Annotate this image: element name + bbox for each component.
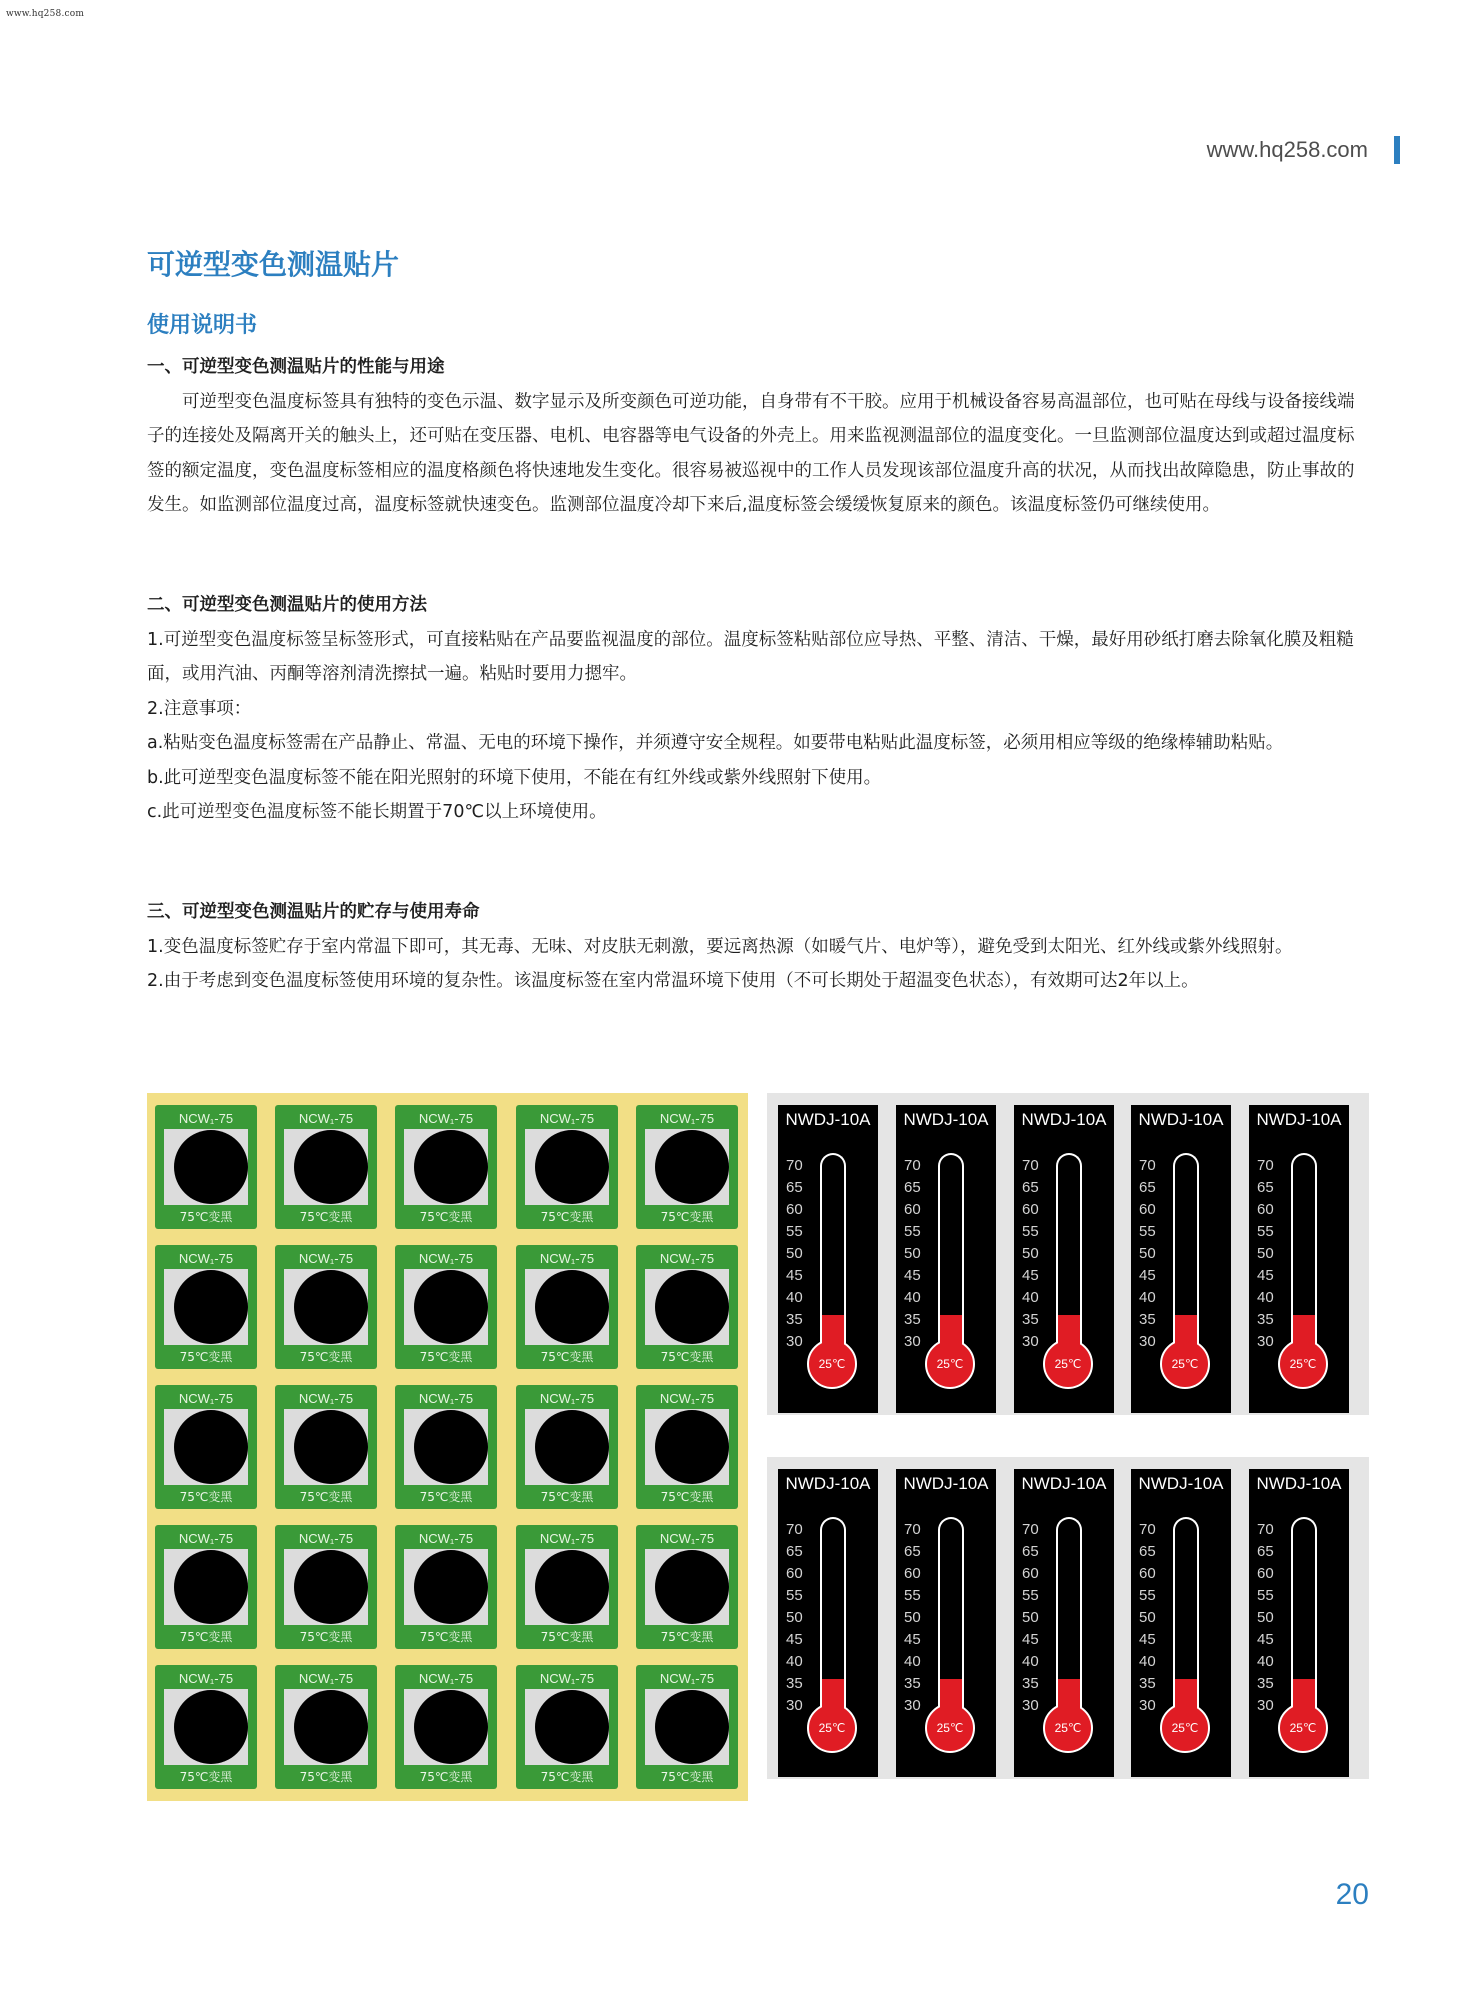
green-temperature-label [636,1245,738,1369]
scale-tick-label: 55 [904,1587,921,1604]
scale-tick-label: 35 [1139,1675,1156,1692]
scale-tick-label: 70 [786,1521,803,1538]
label-code: NCW₁-75 [659,1111,715,1126]
label-caption: 75℃变黑 [540,1630,594,1644]
label-caption: 75℃变黑 [660,1490,714,1504]
indicator-window [284,1129,368,1205]
green-temperature-label [395,1105,497,1229]
thermometer-tube [1291,1517,1317,1717]
scale-tick-label: 70 [1257,1157,1274,1174]
scale-tick-label: 60 [1022,1201,1039,1218]
scale-tick-label: 70 [786,1157,803,1174]
scale-tick-label: 45 [1139,1631,1156,1648]
label-code: NWDJ-10A [785,1110,871,1129]
indicator-window [645,1269,729,1345]
scale-tick-label: 65 [904,1179,921,1196]
black-indicator-dot [655,1410,729,1484]
thermometer-label [1014,1105,1114,1413]
label-code: NCW₁-75 [178,1251,234,1266]
black-indicator-dot [294,1270,368,1344]
indicator-window [404,1269,488,1345]
accent-bar [1394,136,1400,164]
indicator-window [284,1689,368,1765]
black-indicator-dot [294,1410,368,1484]
label-caption: 75℃变黑 [419,1770,473,1784]
bulb-neck [1293,1699,1315,1713]
label-code: NCW₁-75 [418,1531,474,1546]
scale-tick-label: 45 [1139,1267,1156,1284]
bulb-temperature-text: 25℃ [818,1357,846,1371]
label-code: NCW₁-75 [418,1251,474,1266]
scale-tick-label: 50 [904,1245,921,1262]
section-usage [147,588,1369,830]
scale-tick-label: 40 [786,1289,803,1306]
indicator-window [164,1409,248,1485]
label-code: NCW₁-75 [178,1531,234,1546]
thermometer-label [1249,1469,1349,1777]
green-temperature-label [395,1385,497,1509]
scale-tick-label: 55 [1022,1587,1039,1604]
section-heading: 三、可逆型变色测温贴片的贮存与使用寿命 [147,902,480,922]
label-caption: 75℃变黑 [179,1350,233,1364]
corner-url: www.hq258.com [6,9,85,19]
scale-tick-label: 50 [1022,1245,1039,1262]
green-temperature-label [636,1665,738,1789]
scale-tick-label: 70 [1139,1521,1156,1538]
green-temperature-label [275,1105,377,1229]
thermometer-label [1014,1469,1114,1777]
scale-tick-label: 45 [1022,1267,1039,1284]
scale-tick-label: 45 [786,1631,803,1648]
black-indicator-dot [535,1270,609,1344]
bulb-neck [940,1335,962,1349]
scale-tick-label: 65 [1257,1179,1274,1196]
green-temperature-label [155,1665,257,1789]
section-paragraph: c.此可逆型变色温度标签不能长期置于70℃以上环境使用。 [147,802,607,822]
scale-tick-label: 45 [1257,1267,1274,1284]
temperature-scale [1022,1155,1039,1353]
scale-tick-label: 50 [1257,1609,1274,1626]
label-code: NWDJ-10A [903,1110,989,1129]
bulb-neck [1175,1335,1197,1349]
section-paragraph: b.此可逆型变色温度标签不能在阳光照射的环境下使用，不能在有红外线或紫外线照射下使用。 [147,767,882,788]
black-indicator-dot [174,1550,248,1624]
green-temperature-label [636,1525,738,1649]
thermometer-label [896,1105,996,1413]
label-caption: 75℃变黑 [540,1210,594,1224]
label-caption: 75℃变黑 [660,1630,714,1644]
thermometer-tube [1173,1153,1199,1353]
scale-tick-label: 65 [1139,1543,1156,1560]
indicator-window [645,1549,729,1625]
scale-tick-label: 50 [904,1609,921,1626]
black-indicator-dot [655,1550,729,1624]
scale-tick-label: 55 [1139,1223,1156,1240]
scale-tick-label: 40 [1139,1653,1156,1670]
bulb-neck [1058,1699,1080,1713]
indicator-window [284,1269,368,1345]
scale-tick-label: 60 [1139,1565,1156,1582]
scale-tick-label: 70 [904,1157,921,1174]
green-temperature-label [516,1245,618,1369]
label-caption: 75℃变黑 [299,1630,353,1644]
label-code: NCW₁-75 [659,1251,715,1266]
bulb-temperature-text: 25℃ [1289,1357,1317,1371]
black-indicator-dot [414,1130,488,1204]
black-indicator-dot [174,1130,248,1204]
page-subtitle: 使用说明书 [147,313,258,338]
temperature-scale [1257,1519,1274,1717]
green-temperature-label [636,1105,738,1229]
scale-tick-label: 30 [1139,1697,1156,1714]
scale-tick-label: 30 [904,1333,921,1350]
green-temperature-label [275,1665,377,1789]
thermometer-label [778,1469,878,1777]
scale-tick-label: 45 [786,1267,803,1284]
thermometer-tube [938,1517,964,1717]
section-paragraph: 1.变色温度标签贮存于室内常温下即可，其无毒、无味、对皮肤无刺激，要远离热源（如暖气片、电炉等），避免受到太阳光、红外线或紫外线照射。 [147,936,1293,957]
scale-tick-label: 70 [1257,1521,1274,1538]
scale-tick-label: 30 [1257,1697,1274,1714]
scale-tick-label: 70 [904,1521,921,1538]
temperature-scale [1022,1519,1039,1717]
scale-tick-label: 30 [1139,1333,1156,1350]
black-indicator-dot [535,1550,609,1624]
scale-tick-label: 50 [1139,1245,1156,1262]
black-indicator-dot [294,1130,368,1204]
scale-tick-label: 30 [1257,1333,1274,1350]
label-caption: 75℃变黑 [540,1490,594,1504]
label-code: NCW₁-75 [539,1251,595,1266]
label-code: NCW₁-75 [539,1531,595,1546]
label-caption: 75℃变黑 [179,1210,233,1224]
thermometer-label [1131,1105,1231,1413]
green-temperature-label [516,1385,618,1509]
scale-tick-label: 50 [786,1245,803,1262]
scale-tick-label: 40 [904,1653,921,1670]
scale-tick-label: 65 [786,1179,803,1196]
thermometer-tube [1291,1153,1317,1353]
bulb-neck [1058,1335,1080,1349]
label-caption: 75℃变黑 [660,1210,714,1224]
scale-tick-label: 45 [904,1267,921,1284]
scale-tick-label: 40 [1257,1653,1274,1670]
green-temperature-label [275,1385,377,1509]
bulb-temperature-text: 25℃ [1171,1721,1199,1735]
label-code: NWDJ-10A [1138,1474,1224,1493]
thermometer-label [896,1469,996,1777]
black-indicator-dot [414,1690,488,1764]
scale-tick-label: 35 [1257,1311,1274,1328]
bulb-temperature-text: 25℃ [1289,1721,1317,1735]
bulb-neck [822,1335,844,1349]
label-caption: 75℃变黑 [419,1630,473,1644]
green-label-sheet [147,1093,748,1801]
thermometer-tube [1056,1517,1082,1717]
label-code: NWDJ-10A [785,1474,871,1493]
indicator-window [525,1129,609,1205]
scale-tick-label: 65 [904,1543,921,1560]
scale-tick-label: 65 [1139,1179,1156,1196]
thermo-label-sheet-top [767,1093,1369,1415]
label-code: NCW₁-75 [539,1111,595,1126]
scale-tick-label: 35 [904,1311,921,1328]
section-paragraph: 2.注意事项： [147,698,252,719]
label-code: NWDJ-10A [1256,1474,1342,1493]
label-code: NCW₁-75 [298,1531,354,1546]
indicator-window [645,1689,729,1765]
green-temperature-label [275,1525,377,1649]
bulb-temperature-text: 25℃ [818,1721,846,1735]
scale-tick-label: 30 [1022,1333,1039,1350]
scale-tick-label: 55 [786,1587,803,1604]
indicator-window [645,1129,729,1205]
scale-tick-label: 35 [904,1675,921,1692]
scale-tick-label: 50 [1139,1609,1156,1626]
indicator-window [404,1549,488,1625]
scale-tick-label: 30 [1022,1697,1039,1714]
scale-tick-label: 60 [786,1201,803,1218]
black-indicator-dot [294,1690,368,1764]
section-paragraph: 1.可逆型变色温度标签呈标签形式，可直接粘贴在产品要监视温度的部位。温度标签粘贴部位应导热、平整、清洁、干燥，最好用砂纸打磨去除氧化膜及粗糙面，或用汽油、丙酮等溶剂清洗擦拭一遍。粘贴时要用力摁牢。 [147,629,1354,684]
label-code: NCW₁-75 [298,1391,354,1406]
scale-tick-label: 65 [786,1543,803,1560]
scale-tick-label: 60 [1022,1565,1039,1582]
page-title: 可逆型变色测温贴片 [147,248,400,281]
black-indicator-dot [414,1270,488,1344]
scale-tick-label: 65 [1257,1543,1274,1560]
label-caption: 75℃变黑 [179,1630,233,1644]
green-temperature-label [516,1105,618,1229]
black-indicator-dot [535,1130,609,1204]
scale-tick-label: 55 [904,1223,921,1240]
scale-tick-label: 35 [1257,1675,1274,1692]
indicator-window [284,1409,368,1485]
label-code: NCW₁-75 [178,1391,234,1406]
scale-tick-label: 60 [786,1565,803,1582]
label-caption: 75℃变黑 [179,1770,233,1784]
page-number: 20 [1335,1878,1369,1911]
label-code: NCW₁-75 [418,1391,474,1406]
thermo-label-sheet-bottom [767,1457,1369,1779]
label-caption: 75℃变黑 [299,1770,353,1784]
section-paragraph: a.粘贴变色温度标签需在产品静止、常温、无电的环境下操作，并须遵守安全规程。如要带电粘贴此温度标签，必须用相应等级的绝缘棒辅助粘贴。 [147,733,1284,753]
green-temperature-label [395,1665,497,1789]
scale-tick-label: 60 [1257,1565,1274,1582]
scale-tick-label: 50 [786,1609,803,1626]
site-header [1207,136,1400,164]
section-paragraph: 2.由于考虑到变色温度标签使用环境的复杂性。该温度标签在室内常温环境下使用（不可长期处于超温变色状态），有效期可达2年以上。 [147,971,1199,991]
label-code: NCW₁-75 [659,1531,715,1546]
scale-tick-label: 55 [786,1223,803,1240]
thermometer-tube [820,1517,846,1717]
scale-tick-label: 55 [1257,1587,1274,1604]
label-code: NCW₁-75 [418,1111,474,1126]
green-temperature-label [516,1665,618,1789]
thermometer-tube [820,1153,846,1353]
indicator-window [164,1549,248,1625]
scale-tick-label: 60 [904,1201,921,1218]
label-caption: 75℃变黑 [419,1490,473,1504]
scale-tick-label: 35 [786,1675,803,1692]
label-caption: 75℃变黑 [419,1350,473,1364]
bulb-neck [822,1699,844,1713]
indicator-window [404,1689,488,1765]
indicator-window [404,1129,488,1205]
bulb-temperature-text: 25℃ [936,1721,964,1735]
scale-tick-label: 60 [904,1565,921,1582]
scale-tick-label: 40 [1139,1289,1156,1306]
indicator-window [525,1269,609,1345]
label-caption: 75℃变黑 [540,1770,594,1784]
green-temperature-label [636,1385,738,1509]
temperature-scale [786,1155,803,1353]
label-code: NCW₁-75 [298,1111,354,1126]
black-indicator-dot [655,1690,729,1764]
black-indicator-dot [655,1130,729,1204]
bulb-neck [1293,1335,1315,1349]
bulb-neck [1175,1699,1197,1713]
section-heading: 二、可逆型变色测温贴片的使用方法 [147,595,427,615]
label-caption: 75℃变黑 [540,1350,594,1364]
label-code: NCW₁-75 [178,1111,234,1126]
black-indicator-dot [174,1410,248,1484]
scale-tick-label: 55 [1257,1223,1274,1240]
scale-tick-label: 40 [1022,1289,1039,1306]
bulb-temperature-text: 25℃ [1054,1357,1082,1371]
scale-tick-label: 65 [1022,1543,1039,1560]
scale-tick-label: 60 [1257,1201,1274,1218]
scale-tick-label: 55 [1022,1223,1039,1240]
scale-tick-label: 65 [1022,1179,1039,1196]
scale-tick-label: 35 [1022,1311,1039,1328]
black-indicator-dot [414,1550,488,1624]
bulb-temperature-text: 25℃ [1054,1721,1082,1735]
thermometer-label [1131,1469,1231,1777]
label-code: NWDJ-10A [1021,1474,1107,1493]
green-temperature-label [155,1525,257,1649]
temperature-scale [1139,1155,1156,1353]
thermometer-label [778,1105,878,1413]
bulb-temperature-text: 25℃ [936,1357,964,1371]
scale-tick-label: 50 [1022,1609,1039,1626]
label-caption: 75℃变黑 [660,1350,714,1364]
site-url: www.hq258.com [1206,137,1368,162]
label-code: NCW₁-75 [298,1251,354,1266]
black-indicator-dot [655,1270,729,1344]
green-temperature-label [516,1525,618,1649]
bulb-temperature-text: 25℃ [1171,1357,1199,1371]
scale-tick-label: 35 [1022,1675,1039,1692]
label-code: NCW₁-75 [539,1391,595,1406]
label-code: NCW₁-75 [418,1671,474,1686]
label-code: NCW₁-75 [178,1671,234,1686]
scale-tick-label: 45 [1257,1631,1274,1648]
scale-tick-label: 35 [786,1311,803,1328]
label-caption: 75℃变黑 [419,1210,473,1224]
label-caption: 75℃变黑 [179,1490,233,1504]
scale-tick-label: 70 [1139,1157,1156,1174]
bulb-neck [940,1699,962,1713]
section-heading: 一、可逆型变色测温贴片的性能与用途 [147,357,445,377]
label-code: NWDJ-10A [903,1474,989,1493]
temperature-scale [1257,1155,1274,1353]
black-indicator-dot [294,1550,368,1624]
section-paragraph: 可逆型变色温度标签具有独特的变色示温、数字显示及所变颜色可逆功能，自身带有不干胶。应用于机械设备容易高温部位，也可贴在母线与设备接线端子的连接处及隔离开关的触头上，还可贴在变压器、电机、电容器等电气设备的外壳上。用来监视测温部位的温度变化。一旦监测部位温度达到或超过温度标签的额定温度，变色温度标签相应的温度格颜色将快速地发生变化。很容易被巡视中的工作人员发现该部位温度升高的状况，从而找出故障隐患，防止事故的发生。如监测部位温度过高，温度标签就快速变色。监测部位温度冷却下来后,温度标签会缓缓恢复原来的颜色。该温度标签仍可继续使用。 [147,391,1355,515]
scale-tick-label: 45 [904,1631,921,1648]
section-storage [147,895,1369,999]
green-temperature-label [155,1245,257,1369]
indicator-window [164,1269,248,1345]
label-code: NCW₁-75 [539,1671,595,1686]
scale-tick-label: 30 [786,1333,803,1350]
scale-tick-label: 30 [904,1697,921,1714]
black-indicator-dot [174,1690,248,1764]
indicator-window [525,1689,609,1765]
scale-tick-label: 45 [1022,1631,1039,1648]
label-code: NCW₁-75 [659,1391,715,1406]
scale-tick-label: 70 [1022,1521,1039,1538]
temperature-scale [1139,1519,1156,1717]
indicator-window [404,1409,488,1485]
indicator-window [284,1549,368,1625]
label-caption: 75℃变黑 [660,1770,714,1784]
scale-tick-label: 40 [786,1653,803,1670]
green-temperature-label [155,1385,257,1509]
scale-tick-label: 35 [1139,1311,1156,1328]
indicator-window [164,1689,248,1765]
black-indicator-dot [174,1270,248,1344]
indicator-window [645,1409,729,1485]
scale-tick-label: 40 [1257,1289,1274,1306]
temperature-scale [904,1519,921,1717]
label-code: NCW₁-75 [298,1671,354,1686]
thermometer-tube [1173,1517,1199,1717]
scale-tick-label: 30 [786,1697,803,1714]
indicator-window [525,1409,609,1485]
indicator-window [525,1549,609,1625]
black-indicator-dot [535,1690,609,1764]
label-code: NWDJ-10A [1021,1110,1107,1129]
scale-tick-label: 40 [1022,1653,1039,1670]
label-code: NWDJ-10A [1138,1110,1224,1129]
scale-tick-label: 60 [1139,1201,1156,1218]
green-temperature-label [395,1245,497,1369]
scale-tick-label: 50 [1257,1245,1274,1262]
black-indicator-dot [414,1410,488,1484]
temperature-scale [904,1155,921,1353]
green-temperature-label [155,1105,257,1229]
green-temperature-label [275,1245,377,1369]
section-performance [147,350,1369,523]
scale-tick-label: 70 [1022,1157,1039,1174]
thermometer-label [1249,1105,1349,1413]
label-caption: 75℃变黑 [299,1210,353,1224]
thermometer-tube [1056,1153,1082,1353]
scale-tick-label: 40 [904,1289,921,1306]
black-indicator-dot [535,1410,609,1484]
green-temperature-label [395,1525,497,1649]
label-caption: 75℃变黑 [299,1490,353,1504]
label-code: NWDJ-10A [1256,1110,1342,1129]
scale-tick-label: 55 [1139,1587,1156,1604]
label-code: NCW₁-75 [659,1671,715,1686]
indicator-window [164,1129,248,1205]
thermometer-tube [938,1153,964,1353]
label-caption: 75℃变黑 [299,1350,353,1364]
temperature-scale [786,1519,803,1717]
